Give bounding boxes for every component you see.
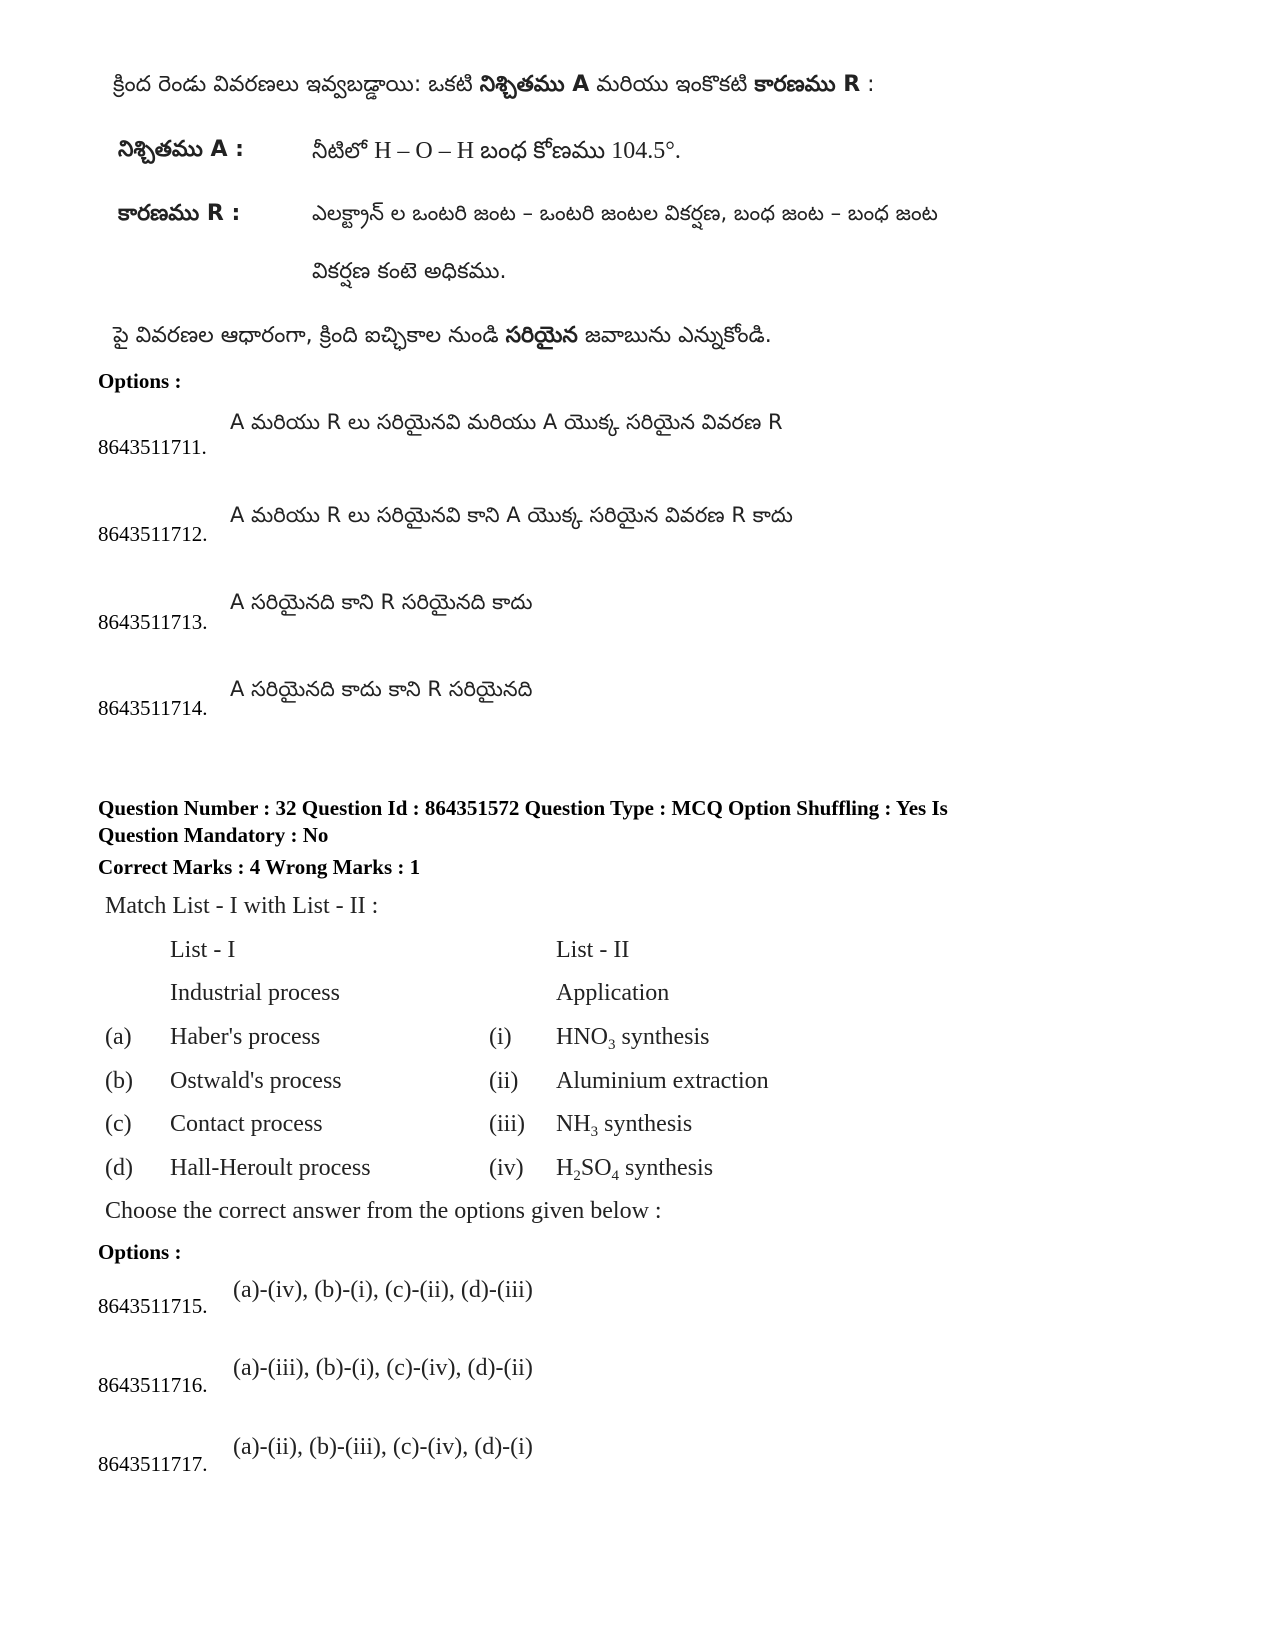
app-label: (iii) [489, 1111, 525, 1137]
reason-text-line1: ఎలక్ట్రాన్ ల ఒంటరి జంట – ఒంటరి జంటల వికర్షణ, బంధ జంట – బంధ జంట [312, 201, 938, 225]
option-text[interactable]: A మరియు R లు సరియైనవి కాని A యొక్క సరియైన వివరణ R కాదు [230, 503, 793, 527]
option-text[interactable]: A సరియైనది కాని R సరియైనది కాదు [230, 590, 533, 614]
reason-label: కారణము R : [118, 201, 241, 226]
assertion-text: నీటిలో H – O – H బంధ కోణము 104.5°. [312, 138, 681, 164]
row-label: (c) [105, 1111, 132, 1137]
application-name: $NH_3$ synthesis [556, 1111, 693, 1140]
q31-instruction: పై వివరణల ఆధారంగా, క్రింది ఐచ్ఛికాల నుండి సరియైన జవాబును ఎన్నుకోండి. [113, 323, 772, 348]
reason-text-line2: వికర్షణ కంటె అధికము. [312, 259, 507, 284]
option-id: 8643511712. [98, 522, 208, 546]
assertion-label: నిశ్చితము A : [118, 137, 244, 162]
option-id: 8643511715. [98, 1294, 208, 1318]
application-name: $HNO_3$ synthesis [556, 1024, 710, 1053]
option-text[interactable]: (a)-(iv), (b)-(i), (c)-(ii), (d)-(iii) [233, 1277, 533, 1303]
option-text[interactable]: A సరియైనది కాదు కాని R సరియైనది [230, 677, 533, 701]
app-label: (iv) [489, 1155, 524, 1181]
process-name: Ostwald's process [170, 1068, 342, 1094]
list1-subtitle: Industrial process [170, 980, 340, 1006]
option-id: 8643511717. [98, 1452, 208, 1476]
list2-title: List - II [556, 937, 630, 963]
q31-options-label: Options : [98, 369, 182, 393]
process-name: Haber's process [170, 1024, 321, 1050]
question-marks: Correct Marks : 4 Wrong Marks : 1 [98, 855, 421, 879]
option-text[interactable]: (a)-(iii), (b)-(i), (c)-(iv), (d)-(ii) [233, 1355, 533, 1381]
app-label: (i) [489, 1024, 512, 1050]
application-name: Aluminium extraction [556, 1068, 769, 1094]
question-header-line1: Question Number : 32 Question Id : 864351572 Question Type : MCQ Option Shuffling : Yes Is [98, 796, 948, 820]
row-label: (b) [105, 1068, 133, 1094]
option-text[interactable]: (a)-(ii), (b)-(iii), (c)-(iv), (d)-(i) [233, 1434, 533, 1460]
option-id: 8643511711. [98, 435, 207, 459]
q31-intro: క్రింద రెండు వివరణలు ఇవ్వబడ్డాయి: ఒకటి నిశ్చితము A మరియు ఇంకొకటి కారణము R : [113, 72, 875, 97]
row-label: (d) [105, 1155, 133, 1181]
row-label: (a) [105, 1024, 132, 1050]
match-title: Match List - I with List - II : [105, 893, 379, 919]
process-name: Hall-Heroult process [170, 1155, 371, 1181]
application-name: $H_2SO_4$ synthesis [556, 1155, 714, 1184]
list1-title: List - I [170, 937, 236, 963]
option-id: 8643511713. [98, 610, 208, 634]
list2-subtitle: Application [556, 980, 670, 1006]
option-id: 8643511716. [98, 1373, 208, 1397]
app-label: (ii) [489, 1068, 519, 1094]
process-name: Contact process [170, 1111, 323, 1137]
option-id: 8643511714. [98, 696, 208, 720]
q32-options-label: Options : [98, 1240, 182, 1264]
choose-instruction: Choose the correct answer from the options given below : [105, 1198, 662, 1224]
option-text[interactable]: A మరియు R లు సరియైనవి మరియు A యొక్క సరియైన వివరణ R [230, 410, 783, 434]
question-header-line2: Question Mandatory : No [98, 823, 329, 847]
